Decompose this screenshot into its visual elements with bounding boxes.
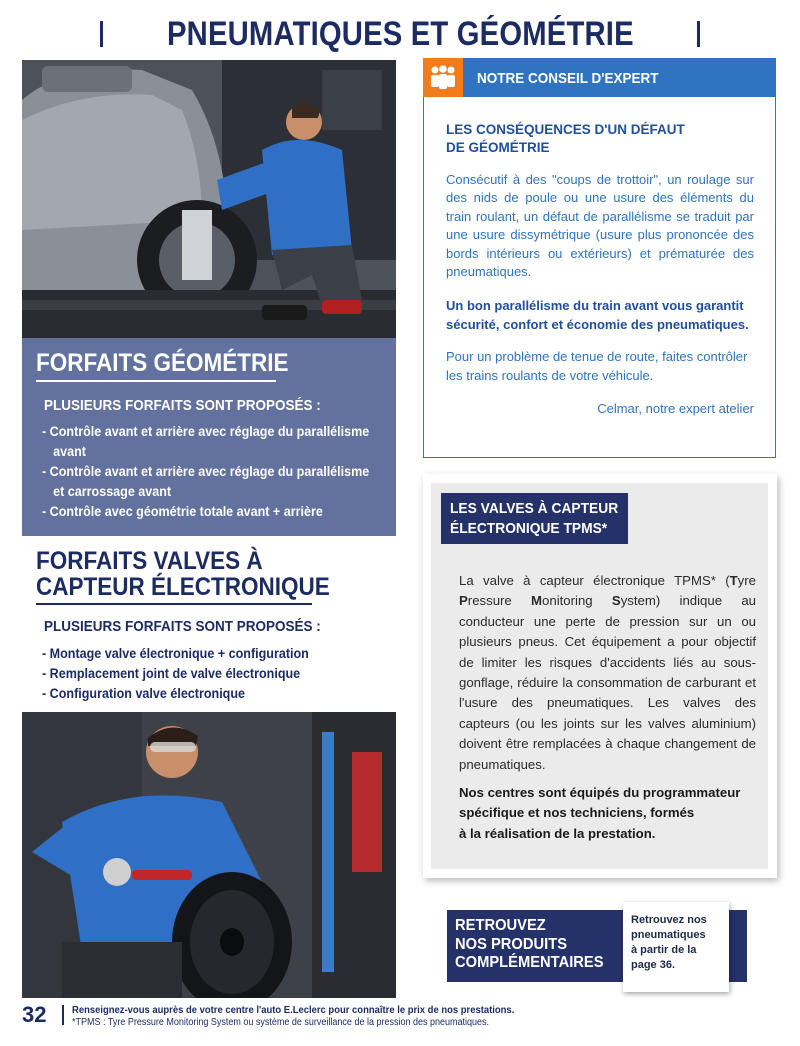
promo-title-line2: NOS PRODUITS — [455, 935, 568, 953]
footer-line-1: Renseignez-vous auprès de votre centre l'auto E.Leclerc pour connaître le prix de nos prestations. — [72, 1004, 515, 1016]
tpms-inner — [431, 483, 768, 869]
tpms-intro: La valve à capteur électronique TPMS* ( — [459, 573, 730, 588]
expert-advice-box — [423, 58, 776, 458]
expert-header-label: NOTRE CONSEIL D'EXPERT — [477, 70, 659, 87]
tpms-letter-t: T — [729, 573, 738, 588]
people-group-glyph — [429, 65, 457, 91]
footer-line-2: *TPMS : Tyre Pressure Monitoring System ou système de surveillance de la pression des pneumatiques. — [72, 1017, 490, 1028]
forfaits-valves-underline — [36, 603, 312, 605]
page-title: PNEUMATIQUES ET GÉOMÉTRIE — [166, 14, 634, 53]
tpms-box — [423, 474, 777, 878]
forfaits-geometrie-panel — [22, 338, 396, 536]
list-item: - Contrôle avant et arrière avec réglage du parallélisme et carrossage avant — [42, 464, 370, 499]
promo-card-line2: pneumatiques — [631, 929, 706, 941]
page-footer — [22, 1002, 792, 1032]
tpms-strong-line3: à la réalisation de la prestation. — [459, 825, 656, 841]
forfaits-geometrie-underline — [36, 380, 276, 382]
title-left-bar — [100, 21, 103, 47]
promo-title-line1: RETROUVEZ — [455, 917, 546, 934]
list-item: - Contrôle avec géométrie totale avant + arrière — [42, 504, 323, 519]
expert-signature: Celmar, notre expert atelier — [597, 401, 754, 417]
tpms-header-line1: LES VALVES À CAPTEUR — [450, 500, 619, 517]
promo-card-line3: à partir de la — [631, 944, 697, 956]
expert-subtitle-line2: DE GÉOMÉTRIE — [446, 140, 550, 155]
forfaits-valves-title-line1: FORFAITS VALVES À — [36, 547, 263, 575]
page-number: 32 — [22, 1002, 47, 1027]
forfaits-geometrie-list — [42, 422, 384, 522]
tpms-rest-s: ystem) indique au conducteur une perte de pression sur un ou plusieurs pneus. Cet équipement a pour objectif de limiter les risques d'accidents liés au sous-gonflage, réduire la consommation de carburant et l'usure des pneumatiques. Les valves des capteurs (ou les joints sur les valves aluminium) doivent être remplacées à chaque changement de pneumatiques. — [459, 593, 756, 772]
valve-mounting-illustration — [22, 712, 396, 998]
wheel-alignment-illustration — [22, 60, 396, 338]
tpms-rest-m: onitoring — [542, 593, 612, 609]
expert-subtitle-line1: LES CONSÉQUENCES D'UN DÉFAUT — [446, 122, 685, 137]
expert-paragraph-2: Un bon parallélisme du train avant vous garantit sécurité, confort et économie des pneumatiques. — [446, 298, 749, 332]
promo-title — [455, 917, 604, 973]
tpms-strong-line1: Nos centres sont équipés du programmateur — [459, 785, 741, 800]
forfaits-geometrie-subtitle: PLUSIEURS FORFAITS SONT PROPOSÉS : — [44, 397, 321, 414]
forfaits-valves-list — [42, 644, 384, 704]
tpms-letter-m: M — [531, 593, 543, 609]
expert-paragraph-3: Pour un problème de tenue de route, faites contrôler les trains roulants de votre véhicule. — [446, 349, 748, 383]
expert-subtitle — [446, 121, 754, 157]
tpms-header — [441, 493, 628, 544]
footer-separator — [62, 1005, 64, 1025]
people-group-icon — [423, 58, 463, 97]
forfaits-valves-subtitle: PLUSIEURS FORFAITS SONT PROPOSÉS : — [44, 618, 321, 635]
forfaits-valves-panel — [22, 536, 396, 712]
list-item: - Remplacement joint de valve électronique — [42, 666, 301, 681]
forfaits-valves-title-line2: CAPTEUR ÉLECTRONIQUE — [36, 573, 330, 601]
promo-card-line4: page 36. — [631, 959, 676, 971]
tpms-description — [459, 571, 756, 775]
list-item: - Montage valve électronique + configuration — [42, 646, 309, 661]
list-item: - Contrôle avant et arrière avec réglage du parallélisme avant — [42, 424, 370, 459]
valve-mounting-photo — [22, 712, 396, 998]
list-item: - Configuration valve électronique — [42, 686, 246, 701]
promo-card — [623, 902, 729, 992]
tpms-header-line2: ÉLECTRONIQUE TPMS* — [450, 520, 608, 537]
wheel-alignment-photo — [22, 60, 396, 338]
tpms-letter-p: P — [459, 593, 468, 609]
tpms-strong-line2: spécifique et nos techniciens, formés — [459, 805, 695, 821]
promo-card-line1: Retrouvez nos — [631, 914, 707, 926]
page-header — [0, 12, 800, 56]
tpms-rest-t: yre — [737, 573, 756, 588]
title-right-bar — [697, 21, 700, 47]
forfaits-geometrie-title: FORFAITS GÉOMÉTRIE — [36, 349, 289, 377]
tpms-rest-p: ressure — [467, 593, 532, 609]
tpms-letter-s: S — [611, 593, 621, 609]
expert-body — [446, 121, 754, 416]
promo-title-line3: COMPLÉMENTAIRES — [455, 954, 604, 971]
tpms-centres-note — [459, 783, 756, 844]
expert-paragraph-1: Consécutif à des "coups de trottoir", un roulage sur des nids de poule ou une usure des éléments du train roulant, un défaut de parallélisme se traduit par une usure dissymétrique (usure plus prononcée des bords intérieurs ou extérieurs) et prématurée des pneumatiques. — [446, 172, 754, 280]
